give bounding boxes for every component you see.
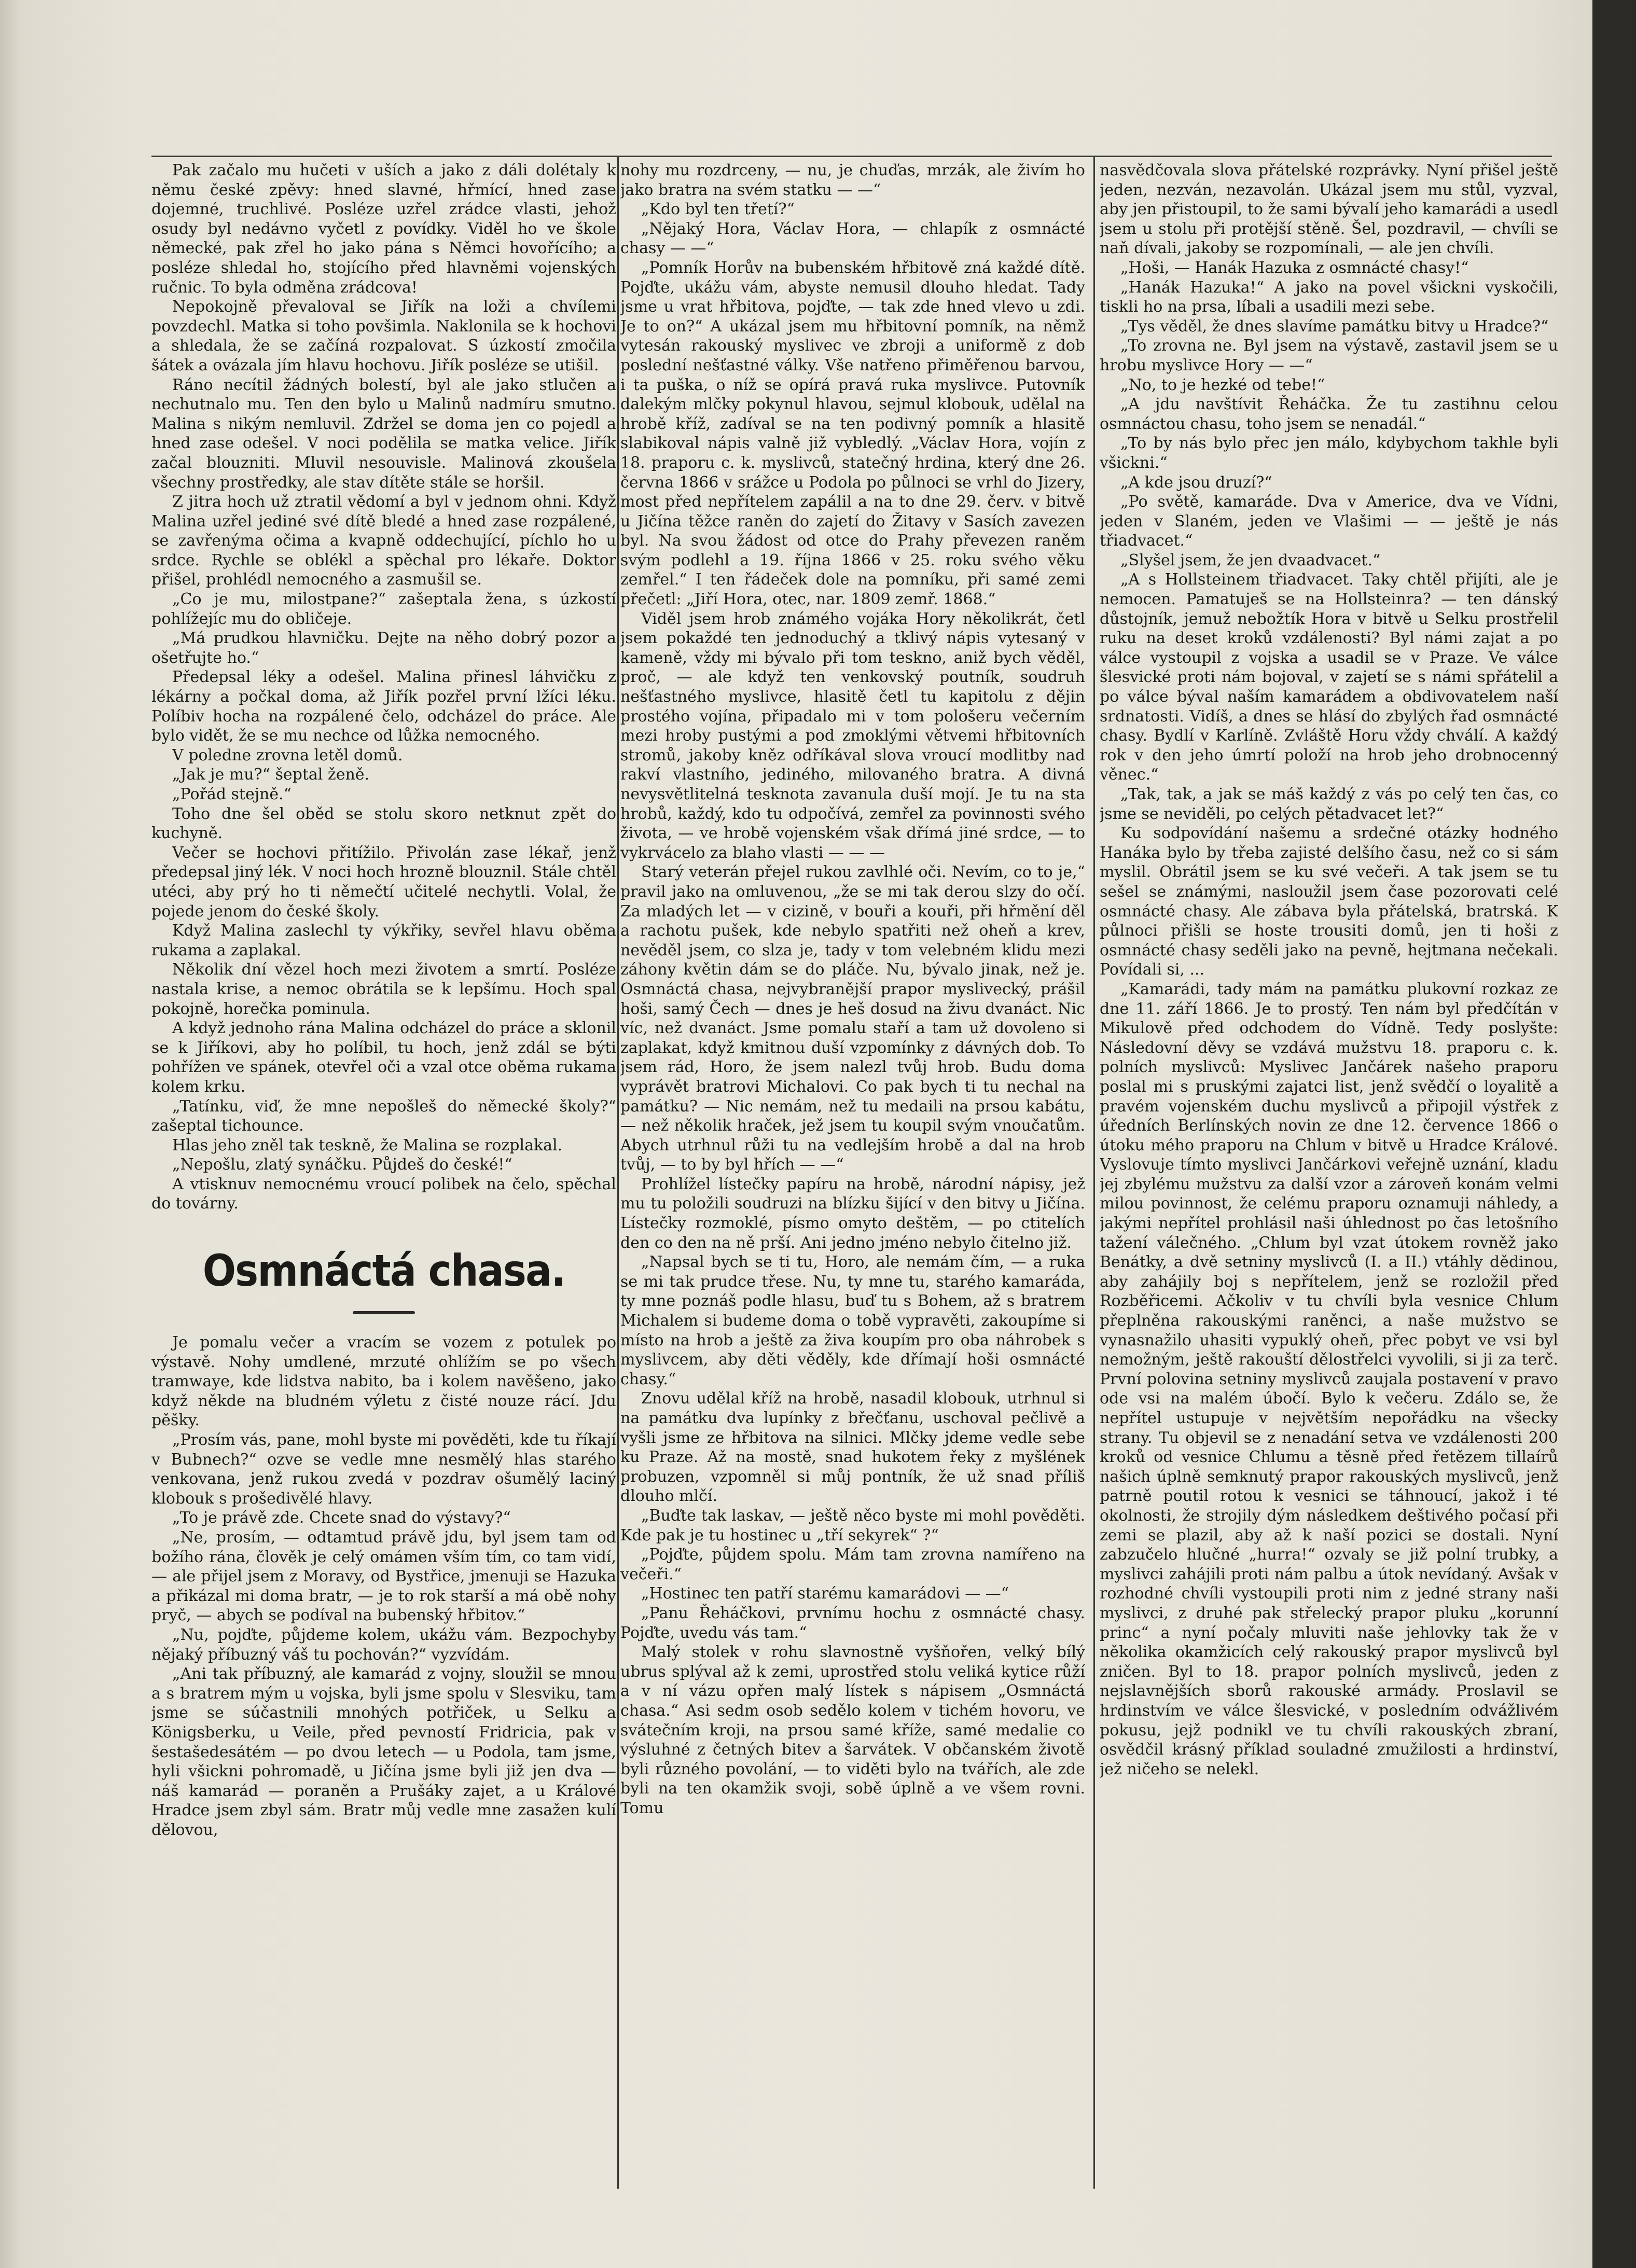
paragraph: Je pomalu večer a vracím se vozem z potulek po výstavě. Nohy umdlené, mrzuté ohlížím se po všech tramwaye, kde lidstva nabito, ba i kolem navěšeno, jako když někde na bludném výletu z čisté nouze rácí. Jdu pěšky. [151,1333,616,1430]
paragraph: „A s Hollsteinem třiadvacet. Taky chtěl přijíti, ale je nemocen. Pamatuješ se na Hollsteinra? — ten dánský důstojník, jemuž nebožtík Hora v bitvě u Selku prostřelil ruku na deset kroků vzdálenosti? Byl námi zajat a po válce vystoupil z vojska a usadil se v Praze. Ve válce šlesvické proti nám bojoval, v zajetí se s námi spřátelil a po válce býval naším kamarádem a obdivovatelem naší srdnatosti. Vidíš, a dnes se hlásí do zbylých řad osmnácté chasy. Bydlí v Karlíně. Zvláště Horu vždy chválí. A každý rok v den jeho úmrtí položí na hrob jeho drobnocenný věnec.“ [1100,571,1558,784]
paragraph: Toho dne šel oběd se stolu skoro netknut zpět do kuchyně. [151,804,616,843]
paragraph: „Co je mu, milostpane?“ zašeptala žena, s úzkostí pohlížejíc mu do obličeje. [151,590,616,628]
paragraph: Znovu udělal kříž na hrobě, nasadil klobouk, utrhnul si na památku dva lupínky z břečťanu, uschoval pečlivě a vyšli jsme ze hřbitova na silnici. Mlčky jdeme vedle sebe ku Praze. Až na mostě, snad hukotem řeky z myšlének probuzen, vzpomněl si můj pontník, že už snad příliš dlouho mlčí. [620,1389,1085,1506]
paragraph: „Nu, pojďte, půjdeme kolem, ukážu vám. Bezpochyby nějaký příbuzný váš tu pochován?“ vyzvídám. [151,1625,616,1664]
column-1 [151,161,616,2163]
paragraph: „Tatínku, viď, že mne nepošleš do německé školy?“ zašeptal tichounce. [151,1097,616,1135]
paragraph: „Pomník Horův na bubenském hřbitově zná každé dítě. Pojďte, ukážu vám, abyste nemusil dlouho hledat. Tady jsme u vrat hřbitova, pojďte, — tak zde hned vlevo u zdi. Je to on?“ A ukázal jsem mu hřbitovní pomník, na němž vytesán rakouský myslivec ve zbroji a uniformě z dob poslední nešťastné války. Vše natřeno přiměřenou barvou, i ta puška, o níž se opírá pravá ruka myslivce. Putovník dalekým mlčky pokynul hlavou, sejmul klobouk, udělal na hrobě kříž, zadíval se na ten podivný pomník a hlasitě slabikoval nápis valně již vybledlý. „Václav Hora, vojín z 18. praporu c. k. myslivců, statečný hrdina, který dne 26. června 1866 v srážce u Podola po půlnoci se vrhl do Jizery, most před nepřítelem zapálil a na to dne 29. červ. v bitvě u Jičína těžce raněn do zajetí do Žitavy v Sasích zavezen byl. Na svou žádost od otce do Prahy převezen raněm svým podlehl a 19. října 1866 v 25. roku svého věku zemřel.“ I ten řádeček dole na pomníku, při samé zemi přečetl: „Jiří Hora, otec, nar. 1809 zemř. 1868.“ [620,258,1085,609]
binding-edge [1592,0,1636,2268]
paragraph: „Pořád stejně.“ [172,785,292,803]
paragraph: Večer se hochovi přitížilo. Přivolán zase lékař, jenž předepsal jiný lék. V noci hoch hrozně blouznil. Stále chtěl utéci, aby prý ho ti němečtí učitelé nechytli. Volal, že pojede jenom do české školy. [151,843,616,921]
paragraph: „To zrovna ne. Byl jsem na výstavě, zastavil jsem se u hrobu myslivce Hory — —“ [1100,337,1558,374]
paragraph: „Tak, tak, a jak se máš každý z vás po celý ten čas, co jsme se neviděli, po celých pětadvacet let?“ [1100,785,1558,823]
paragraph: Ku sodpovídání našemu a srdečné otázky hodného Hanáka bylo by třeba zajisté delšího času, než co si sám myslil. Obrátil jsem se ku své večeři. A tak jsem se tu sešel se známými, nasloužil jsem čase pozorovati celé osmnácté chasy. Ale zábava byla přátelská, bratrská. K půlnoci přišli se hoste trousiti domů, jen ti hoši z osmnácté chasy seděli jako na pevně, hejtmana nečekali. Povídali si, ... [1100,824,1558,979]
paragraph: „Ani tak příbuzný, ale kamarád z vojny, sloužil se mnou a s bratrem mým u vojska, byli jsme spolu v Slesviku, tam jsme se súčastnili mnohých potřiček, u Selku a Königsberku, u Veile, před pevností Fridricia, pak v šestašedesátém — po dvou letech — u Podola, tam jsme, hyli všickni pohromadě, u Jičína jsme byli již jen dva — náš kamarád — poraněn a Prušáky zajet, a u Králové Hradce jsem zbyl sám. Bratr můj vedle mne zasažen kulí dělovou, [151,1665,616,1839]
paragraph: „Hoši, — Hanák Hazuka z osmnácté chasy!“ [1120,258,1469,277]
paragraph: Malý stolek v rohu slavnostně vyšňořen, velký bílý ubrus splýval až k zemi, uprostřed stolu veliká kytice růží a v ní vázu opřen malý lístek s nápisem „Osmnáctá chasa.“ Asi sedm osob sedělo kolem v tichém hovoru, ve svátečním kroji, na prsou samé kříže, samé medalie co výsluhné z četných bitev a šarvátek. V občanském životě byli různého povolání, — to viděti bylo na tvářích, ale zde byli na ten okamžik svoji, sobě úplně a ve všem rovni. Tomu [620,1643,1085,1817]
column-rule-2 [1093,156,1095,2189]
paragraph: Když Malina zaslechl ty výkřiky, sevřel hlavu oběma rukama a zaplakal. [151,922,616,959]
paragraph: V poledne zrovna letěl domů. [172,746,403,764]
paragraph: „A kde jsou druzí?“ [1120,473,1272,492]
paragraph: „A jdu navštívit Řeháčka. Že tu zastihnu celou osmnáctou chasu, toho jsem se nenadál.“ [1100,395,1558,433]
paragraph: „Kdo byl ten třetí?“ [641,200,795,219]
paragraph: „Po světě, kamaráde. Dva v Americe, dva ve Vídni, jeden v Slaném, jeden ve Vlašimi — — ještě je nás třiadvacet.“ [1100,493,1558,550]
paragraph: „To je právě zde. Chcete snad do výstavy?“ [172,1509,511,1527]
paragraph: nasvědčovala slova přátelské rozprávky. Nyní přišel ještě jeden, nezván, nezavolán. Ukázal jsem mu stůl, vyzval, aby jen přistoupil, to že sami bývalí jeho kamarádi a usedl jsem u stolu při protější stěně. Šel, pozdravil, — chvíli se naň dívali, jakoby se rozpomínali, — ale jen chvíli. [1100,161,1558,258]
paragraph: Viděl jsem hrob známého vojáka Hory několikrát, četl jsem pokaždé ten jednoduchý a tklivý nápis vytesaný v kameně, vždy mi bývalo při tom teskno, aniž bych věděl, proč, — ale když ten venkovský poutník, soudruh nešťastného myslivce, hlasitě četl tu kapitolu z dějin prostého vojína, připadalo mi v tom pološeru večerním mezi hroby pustými a pod zmoklými větvemi hřbitovních stromů, jakoby kněz odříkával slova vroucí modlitby nad rakví vlastního, jediného, milovaného bratra. A divná nevysvětlitelná tesknota zavanula duší mojí. Je tu na sta hrobů, každý, kdo tu odpočívá, zemřel za povinnosti svého života, — ve hrobě vojenském však dřímá jiné srdce, — to vykrvácelo za blaho vlasti — — — [620,609,1085,862]
paragraph: „Buďte tak laskav, — ještě něco byste mi mohl pověděti. Kde pak je tu hostinec u „tří sekyrek“ ?“ [620,1506,1085,1545]
paragraph: „Nějaký Hora, Václav Hora, — chlapík z osmnácté chasy — —“ [620,219,1085,258]
paragraph: „Tys věděl, že dnes slavíme památku bitvy u Hradce?“ [1120,317,1549,336]
paragraph: „Má prudkou hlavničku. Dejte na něho dobrý pozor a ošetřujte ho.“ [151,629,616,667]
paragraph: „Hanák Hazuka!“ A jako na povel všickni vyskočili, tiskli ho na prsa, líbali a usadili mezi sebe. [1100,278,1558,316]
top-rule [151,156,1552,157]
paragraph: „Pojďte, půjdem spolu. Mám tam zrovna namířeno na večeři.“ [620,1546,1085,1583]
column-3 [1100,161,1558,2163]
paragraph: A vtisknuv nemocnému vroucí polibek na čelo, spěchal do továrny. [151,1175,616,1213]
page-edge-shadow [0,0,21,2268]
paragraph: Nepokojně převaloval se Jiřík na loži a chvílemi povzdechl. Matka si toho povšimla. Naklonila se k hochovi a shledala, že se začíná rozpalovat. S úzkostí zmočila šátek a ovázala jím hlavu hochovu. Jiřík posléze se utišil. [151,298,616,374]
paragraph: „To by nás bylo přec jen málo, kdybychom takhle byli všickni.“ [1100,434,1558,472]
paragraph: Ráno necítil žádných bolestí, byl ale jako stlučen a nechutnalo mu. Ten den bylo u Malinů nadmíru smutno. Malina s nikým nemluvil. Zdržel se doma jen co pojedl a hned zase odešel. V noci podělila se matka velice. Jiřík začal blouzniti. Mluvil nesouvisle. Malinová zkoušela všechny prostředky, ale stav dítěte stále se horšil. [151,375,616,492]
paragraph: Hlas jeho zněl tak teskně, že Malina se rozplakal. [172,1136,563,1154]
ornament-divider [151,1302,616,1323]
paragraph: Prohlížel lístečky papíru na hrobě, národní nápisy, jež mu tu položili soudruzi na blízku šijící v den bitvy u Jičína. Lístečky rozmoklé, písmo omyto deštěm, — po ctitelích den co den na ně prší. Ani jedno jméno nebylo čitelno již. [620,1175,1085,1252]
paragraph: „Panu Řeháčkovi, prvnímu hochu z osmnácté chasy. Pojďte, uvedu vás tam.“ [620,1604,1085,1642]
paragraph: „Prosím vás, pane, mohl byste mi pověděti, kde tu říkají v Bubnech?“ ozve se vedle mne nesmělý hlas starého venkovana, jenž rukou zvedá v pozdrav ošumělý laciný klobouk s prošedivělé hlavy. [151,1431,616,1508]
paragraph: „Kamarádi, tady mám na památku plukovní rozkaz ze dne 11. září 1866. Je to prostý. Ten nám byl předčítán v Mikulově před odchodem do Vídně. Tedy poslyšte: Následovní děvy se vzdává mužstvu 18. praporu c. k. polních myslivců: Myslivec Jančárek našeho praporu poslal mi s pruskými zajatci list, jenž svědčí o loyalitě a pravém vojenském duchu myslivců a připojil výstřek z úředních Berlínských novin ze dne 12. července 1866 o útoku mého praporu na Chlum v bitvě u Hradce Králové. Vyslovuje tímto myslivci Jančárkovi veřejně uznání, kladu jej zbylému mužstvu za další vzor a zároveň konám velmi milou povinnost, že celému praporu oznamuji náhledy, a jakými nepřítel prohlásil naši úhlednost po čas letošního tažení válečného. „Chlum byl vzat útokem rovněž jako Benátky, a dvě setniny myslivců (I. a II.) vtáhly dědinou, aby zahájily boj s nepřítelem, jenž se rozložil před Rozběřicemi. Ačkoliv v tu chvíli byla vesnice Chlum přeplněna rakouskými raněnci, a naše mužstvo se vynasnažilo uhasiti vypuklý oheň, přec pobyt ve vsi byl nemožným, ještě rakouští dělostřelci vyvolili, si ji za terč. První polovina setniny myslivců zaujala postavení v pravo ode vsi na malém úbočí. Bylo k večeru. Zdálo se, že nepřítel ustupuje v největším nepořádku na všecky strany. Tu objevil se z nenadání setva ve vzdálenosti 200 kroků od vesnice Chlumu a těsně před řetězem tillaírů našich úplně semknutý prapor rakouských myslivců, jenž patrně poutil rotou k vesnici se táhnoucí, jakož i té okolnosti, že strojily dým následkem deštivého počasí při zemi se plazil, aby až k naší pozici se dostali. Nyní zabzučelo hlučné „hurra!“ ozvaly se již polní trubky, a myslivci zahájili proti nám palbu a útok nevídaný. Avšak v rozhodné chvíli vystoupili proti nim z jedné strany naši myslivci, z druhé pak střelecký prapor pluku „korunní princ“ a nyní počaly mluviti naše jehlovky tak že v několika okamžicích celý rakouský prapor myslivců byl zničen. Byl to 18. prapor polních myslivců, jeden z nejslavnějších sborů rakouské armády. Proslavil se hrdinstvím ve válce šlesvické, v posledním odvážlivém pokusu, jejž podnikl ve tu chvíli rakouských zbraní, osvědčil krásný příklad souladné zmužilosti a hrdinství, jež ničeho se nelekl. [1100,980,1558,1778]
paragraph: „Nepošlu, zlatý synáčku. Půjdeš do české!“ [172,1156,512,1174]
paragraph: Starý veterán přejel rukou zavlhlé oči. Nevím, co to je,“ pravil jako na omluvenou, „že se mi tak derou slzy do očí. Za mladých let — v cizině, v bouři a kouři, při hřmění děl a rachotu pušek, kde nebylo spatřiti než oheň a krev, nevěděl jsem, co slza je, tady v tom velebném klidu mezi záhony květin dám se do pláče. Nu, bývalo jinak, než je. Osmnáctá chasa, nejvybranější prapor myslivecký, prášil hoši, samý Čech — dnes je heš dosud na živu dvanáct. Nic víc, než dvanáct. Jsme pomalu staří a tam už dovoleno si zaplakat, když kmitnou duší vzpomínky z dávných dob. To jsem rád, Horo, že jsem nalezl tvůj hrob. Budu doma vyprávět bratrovi Michalovi. Co pak bych ti tu nechal na památku? — Nic nemám, než tu medaili na prsou kabátu, — než několik hraček, jež jsem tu koupil svým vnoučatům. Abych utrhnul růži tu na vedlejším hrobě a dal na hrob tvůj, — to by byl hřích — —“ [620,863,1085,1174]
paragraph: Několik dní vězel hoch mezi životem a smrtí. Posléze nastala krise, a nemoc obrátila se k lepšímu. Hoch spal pokojně, horečka pominula. [151,961,616,1018]
paragraph: A když jednoho rána Malina odcházel do práce a sklonil se k Jiříkovi, aby ho políbil, tu hoch, jenž zdál se býti pohřížen ve spánek, otevřel oči a vzal otce oběma rukama kolem krku. [151,1019,616,1096]
column-rule-1 [617,156,619,2189]
paragraph: Předepsal léky a odešel. Malina přinesl láhvičku z lékárny a počkal doma, až Jiřík pozřel první lžíci léku. Políbiv hocha na rozpálené čelo, odcházel do práce. Ale bylo vidět, že se mu nechce od lůžka nemocného. [151,668,616,745]
paragraph: „Ne, prosím, — odtamtud právě jdu, byl jsem tam od božího rána, člověk je celý omámen vším tím, co tam vidí, — ale přijel jsem z Moravy, od Bystřice, jmenuji se Hazuka a přikázal mi doma bratr, — je to rok starší a má obě nohy pryč, — abych se podíval na bubenský hřbitov.“ [151,1528,616,1625]
column-2 [620,161,1085,2163]
paragraph: „Jak je mu?“ šeptal ženě. [172,766,370,784]
article-headline: Osmnáctá chasa. [202,1245,565,1297]
paragraph: „Slyšel jsem, že jen dvaadvacet.“ [1120,551,1381,569]
paragraph: „Hostinec ten patří starému kamarádovi — —“ [641,1584,1009,1603]
paragraph: nohy mu rozdrceny, — nu, je chuďas, mrzák, ale živím ho jako bratra na svém statku — —“ [620,161,1085,199]
paragraph: Pak začalo mu hučeti v uších a jako z dáli dolétaly k němu české zpěvy: hned slavné, hřmící, hned zase dojemné, truchlivé. Posléze uzřel zrádce vlasti, jehož osudy byl nedávno vyčetl z povídky. Viděl ho ve škole německé, pak zřel ho jako pána s Němci hovořícího; a posléze shledal ho, stojícího před hlavněmi vojenských ručnic. To byla odměna zrádcova! [151,161,616,297]
paragraph: Z jitra hoch už ztratil vědomí a byl v jednom ohni. Když Malina uzřel jediné své dítě bledé a hned zase rozpálené, se zavřenýma očima a kvapně oddechující, píchlo ho u srdce. Rychle se oblékl a spěchal pro lékaře. Doktor přišel, prohlédl nemocného a zasmušil se. [151,493,616,589]
paragraph: „No, to je hezké od tebe!“ [1120,375,1325,394]
paragraph: „Napsal bych se ti tu, Horo, ale nemám čím, — a ruka se mi tak prudce třese. Nu, ty mne tu, starého kamaráda, ty mne poznáš podle hlasu, buď tu s Bohem, až s bratrem Michalem si budeme doma o tobě vypravěti, zakoupíme si místo na hrob a ještě za živa koupím pro oba náhrobek s myslivcem, aby děti věděly, kde dřímají hoši osmnácté chasy.“ [620,1253,1085,1388]
